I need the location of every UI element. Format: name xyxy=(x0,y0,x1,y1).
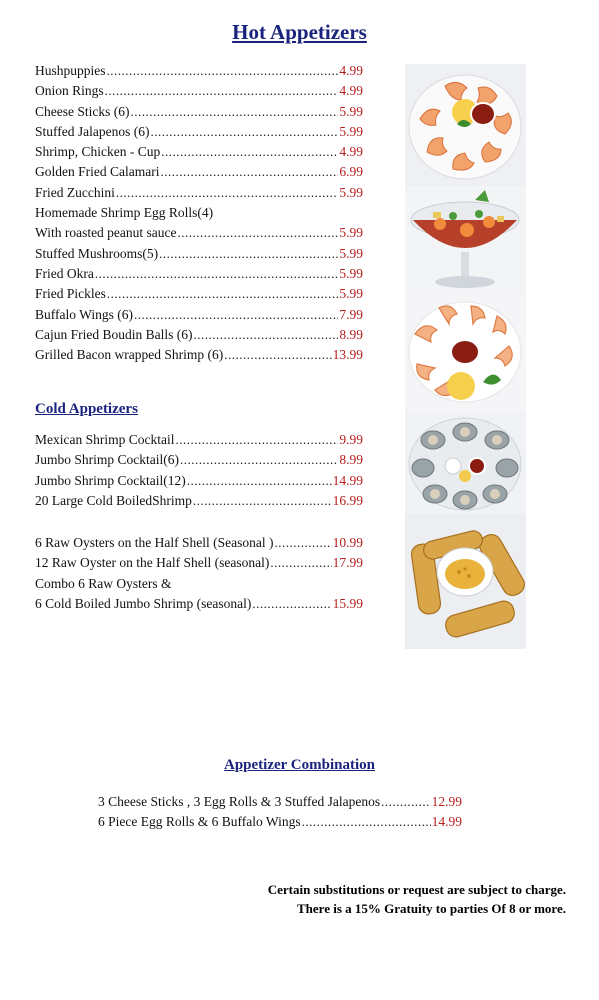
item-price: 5.99 xyxy=(339,245,363,261)
menu-item xyxy=(35,327,363,347)
cold-appetizers-title: Cold Appetizers xyxy=(35,401,138,417)
leader-dots xyxy=(150,124,338,140)
item-name: Jumbo Shrimp Cocktail(6) xyxy=(35,452,179,468)
leader-dots xyxy=(160,164,338,180)
leader-dots xyxy=(161,144,338,160)
menu-item xyxy=(35,185,363,205)
item-price: 13.99 xyxy=(332,347,363,363)
item-price: 5.99 xyxy=(339,103,363,119)
item-price: 4.99 xyxy=(339,144,363,160)
item-name: Stuffed Jalapenos (6) xyxy=(35,123,150,139)
item-price: 5.99 xyxy=(339,123,363,139)
item-name: 3 Cheese Sticks , 3 Egg Rolls & 3 Stuffed Jalapenos xyxy=(98,794,381,809)
gratuity-note: There is a 15% Gratuity to parties Of 8 or more. xyxy=(297,901,566,916)
leader-dots xyxy=(270,555,331,571)
menu-item xyxy=(35,104,363,124)
leader-dots xyxy=(107,286,339,302)
menu-item xyxy=(35,286,363,306)
menu-item xyxy=(35,246,363,266)
mexican-shrimp-cocktail-photo xyxy=(405,186,526,294)
leader-dots xyxy=(95,266,339,282)
menu-item xyxy=(35,473,363,493)
item-price: 15.99 xyxy=(332,595,363,611)
hot-appetizers-list xyxy=(35,63,363,367)
menu-item xyxy=(35,225,363,245)
item-name: 6 Raw Oysters on the Half Shell (Seasonal ) xyxy=(35,535,274,550)
jumbo-shrimp-cocktail-photo xyxy=(405,294,526,412)
menu-item xyxy=(35,124,363,144)
menu-item xyxy=(35,83,363,103)
leader-dots xyxy=(252,596,331,612)
item-price: 5.99 xyxy=(339,184,363,200)
menu-notes xyxy=(268,880,566,918)
leader-dots xyxy=(381,794,431,810)
item-name: Buffalo Wings (6) xyxy=(35,306,133,322)
shrimp-platter-photo xyxy=(405,64,526,186)
item-price: 5.99 xyxy=(339,225,363,241)
menu-item xyxy=(35,164,363,184)
menu-item xyxy=(98,814,462,834)
item-price: 14.99 xyxy=(431,814,462,830)
menu-item xyxy=(35,555,363,575)
leader-dots xyxy=(193,493,332,509)
item-price: 7.99 xyxy=(339,306,363,322)
item-name: Jumbo Shrimp Cocktail(12) xyxy=(35,472,186,488)
leader-dots xyxy=(302,814,431,830)
appetizer-combination-title: Appetizer Combination xyxy=(224,757,375,773)
item-name: Fried Okra xyxy=(35,265,94,281)
item-price: 5.99 xyxy=(339,265,363,281)
item-name: Cheese Sticks (6) xyxy=(35,103,130,119)
item-name: With roasted peanut sauce xyxy=(35,225,177,241)
leader-dots xyxy=(175,432,338,448)
item-price: 4.99 xyxy=(339,83,363,99)
egg-rolls-photo xyxy=(405,514,526,649)
leader-dots xyxy=(178,225,339,241)
item-price: 10.99 xyxy=(332,535,363,550)
item-name: Homemade Shrimp Egg Rolls(4) xyxy=(35,205,214,221)
leader-dots xyxy=(224,347,331,363)
leader-dots xyxy=(130,104,338,120)
appetizer-combination-list xyxy=(98,794,462,835)
item-price: 8.99 xyxy=(339,452,363,468)
item-name: Shrimp, Chicken - Cup xyxy=(35,144,161,160)
item-price: 16.99 xyxy=(332,492,363,508)
leader-dots xyxy=(274,535,331,551)
leader-dots xyxy=(116,185,339,201)
item-name: Golden Fried Calamari xyxy=(35,164,160,180)
item-price: 12.99 xyxy=(431,794,462,809)
menu-item xyxy=(35,535,363,555)
item-name: Hushpuppies xyxy=(35,63,106,78)
item-name: Combo 6 Raw Oysters & xyxy=(35,575,172,591)
item-name: Grilled Bacon wrapped Shrimp (6) xyxy=(35,347,224,363)
item-price: 17.99 xyxy=(332,555,363,571)
item-price: 6.99 xyxy=(339,164,363,180)
leader-dots xyxy=(105,83,339,99)
menu-item xyxy=(35,432,363,452)
menu-item xyxy=(35,576,363,596)
hot-appetizers-title: Hot Appetizers xyxy=(232,20,367,44)
item-price: 14.99 xyxy=(332,472,363,488)
item-name: 6 Cold Boiled Jumbo Shrimp (seasonal) xyxy=(35,595,252,611)
menu-item xyxy=(35,596,363,616)
menu-item xyxy=(35,266,363,286)
item-name: 6 Piece Egg Rolls & 6 Buffalo Wings xyxy=(98,814,301,830)
item-name: 12 Raw Oyster on the Half Shell (seasonal) xyxy=(35,555,270,571)
leader-dots xyxy=(159,246,338,262)
raw-oysters-photo xyxy=(405,412,526,514)
item-price: 5.99 xyxy=(339,286,363,302)
menu-item xyxy=(35,493,363,513)
item-name: Fried Pickles xyxy=(35,286,106,302)
menu-item xyxy=(35,144,363,164)
item-name: 20 Large Cold BoiledShrimp xyxy=(35,492,192,508)
leader-dots xyxy=(107,63,339,79)
item-name: Fried Zucchini xyxy=(35,184,115,200)
item-price: 4.99 xyxy=(339,63,363,78)
menu-item xyxy=(35,307,363,327)
item-price: 9.99 xyxy=(339,432,363,447)
leader-dots xyxy=(194,327,339,343)
oysters-list xyxy=(35,535,363,616)
leader-dots xyxy=(134,307,338,323)
menu-item xyxy=(35,452,363,472)
menu-item xyxy=(35,63,363,83)
item-name: Stuffed Mushrooms(5) xyxy=(35,245,159,261)
item-name: Mexican Shrimp Cocktail xyxy=(35,432,175,447)
menu-item xyxy=(35,205,363,225)
menu-item xyxy=(35,347,363,367)
item-name: Onion Rings xyxy=(35,83,104,99)
leader-dots xyxy=(187,473,332,489)
cold-appetizers-list xyxy=(35,432,363,513)
item-name: Cajun Fried Boudin Balls (6) xyxy=(35,326,193,342)
substitution-note: Certain substitutions or request are subject to charge. xyxy=(267,882,566,897)
item-price: 8.99 xyxy=(339,326,363,342)
food-photo-strip xyxy=(405,64,526,649)
leader-dots xyxy=(180,452,338,468)
menu-item xyxy=(98,794,462,814)
